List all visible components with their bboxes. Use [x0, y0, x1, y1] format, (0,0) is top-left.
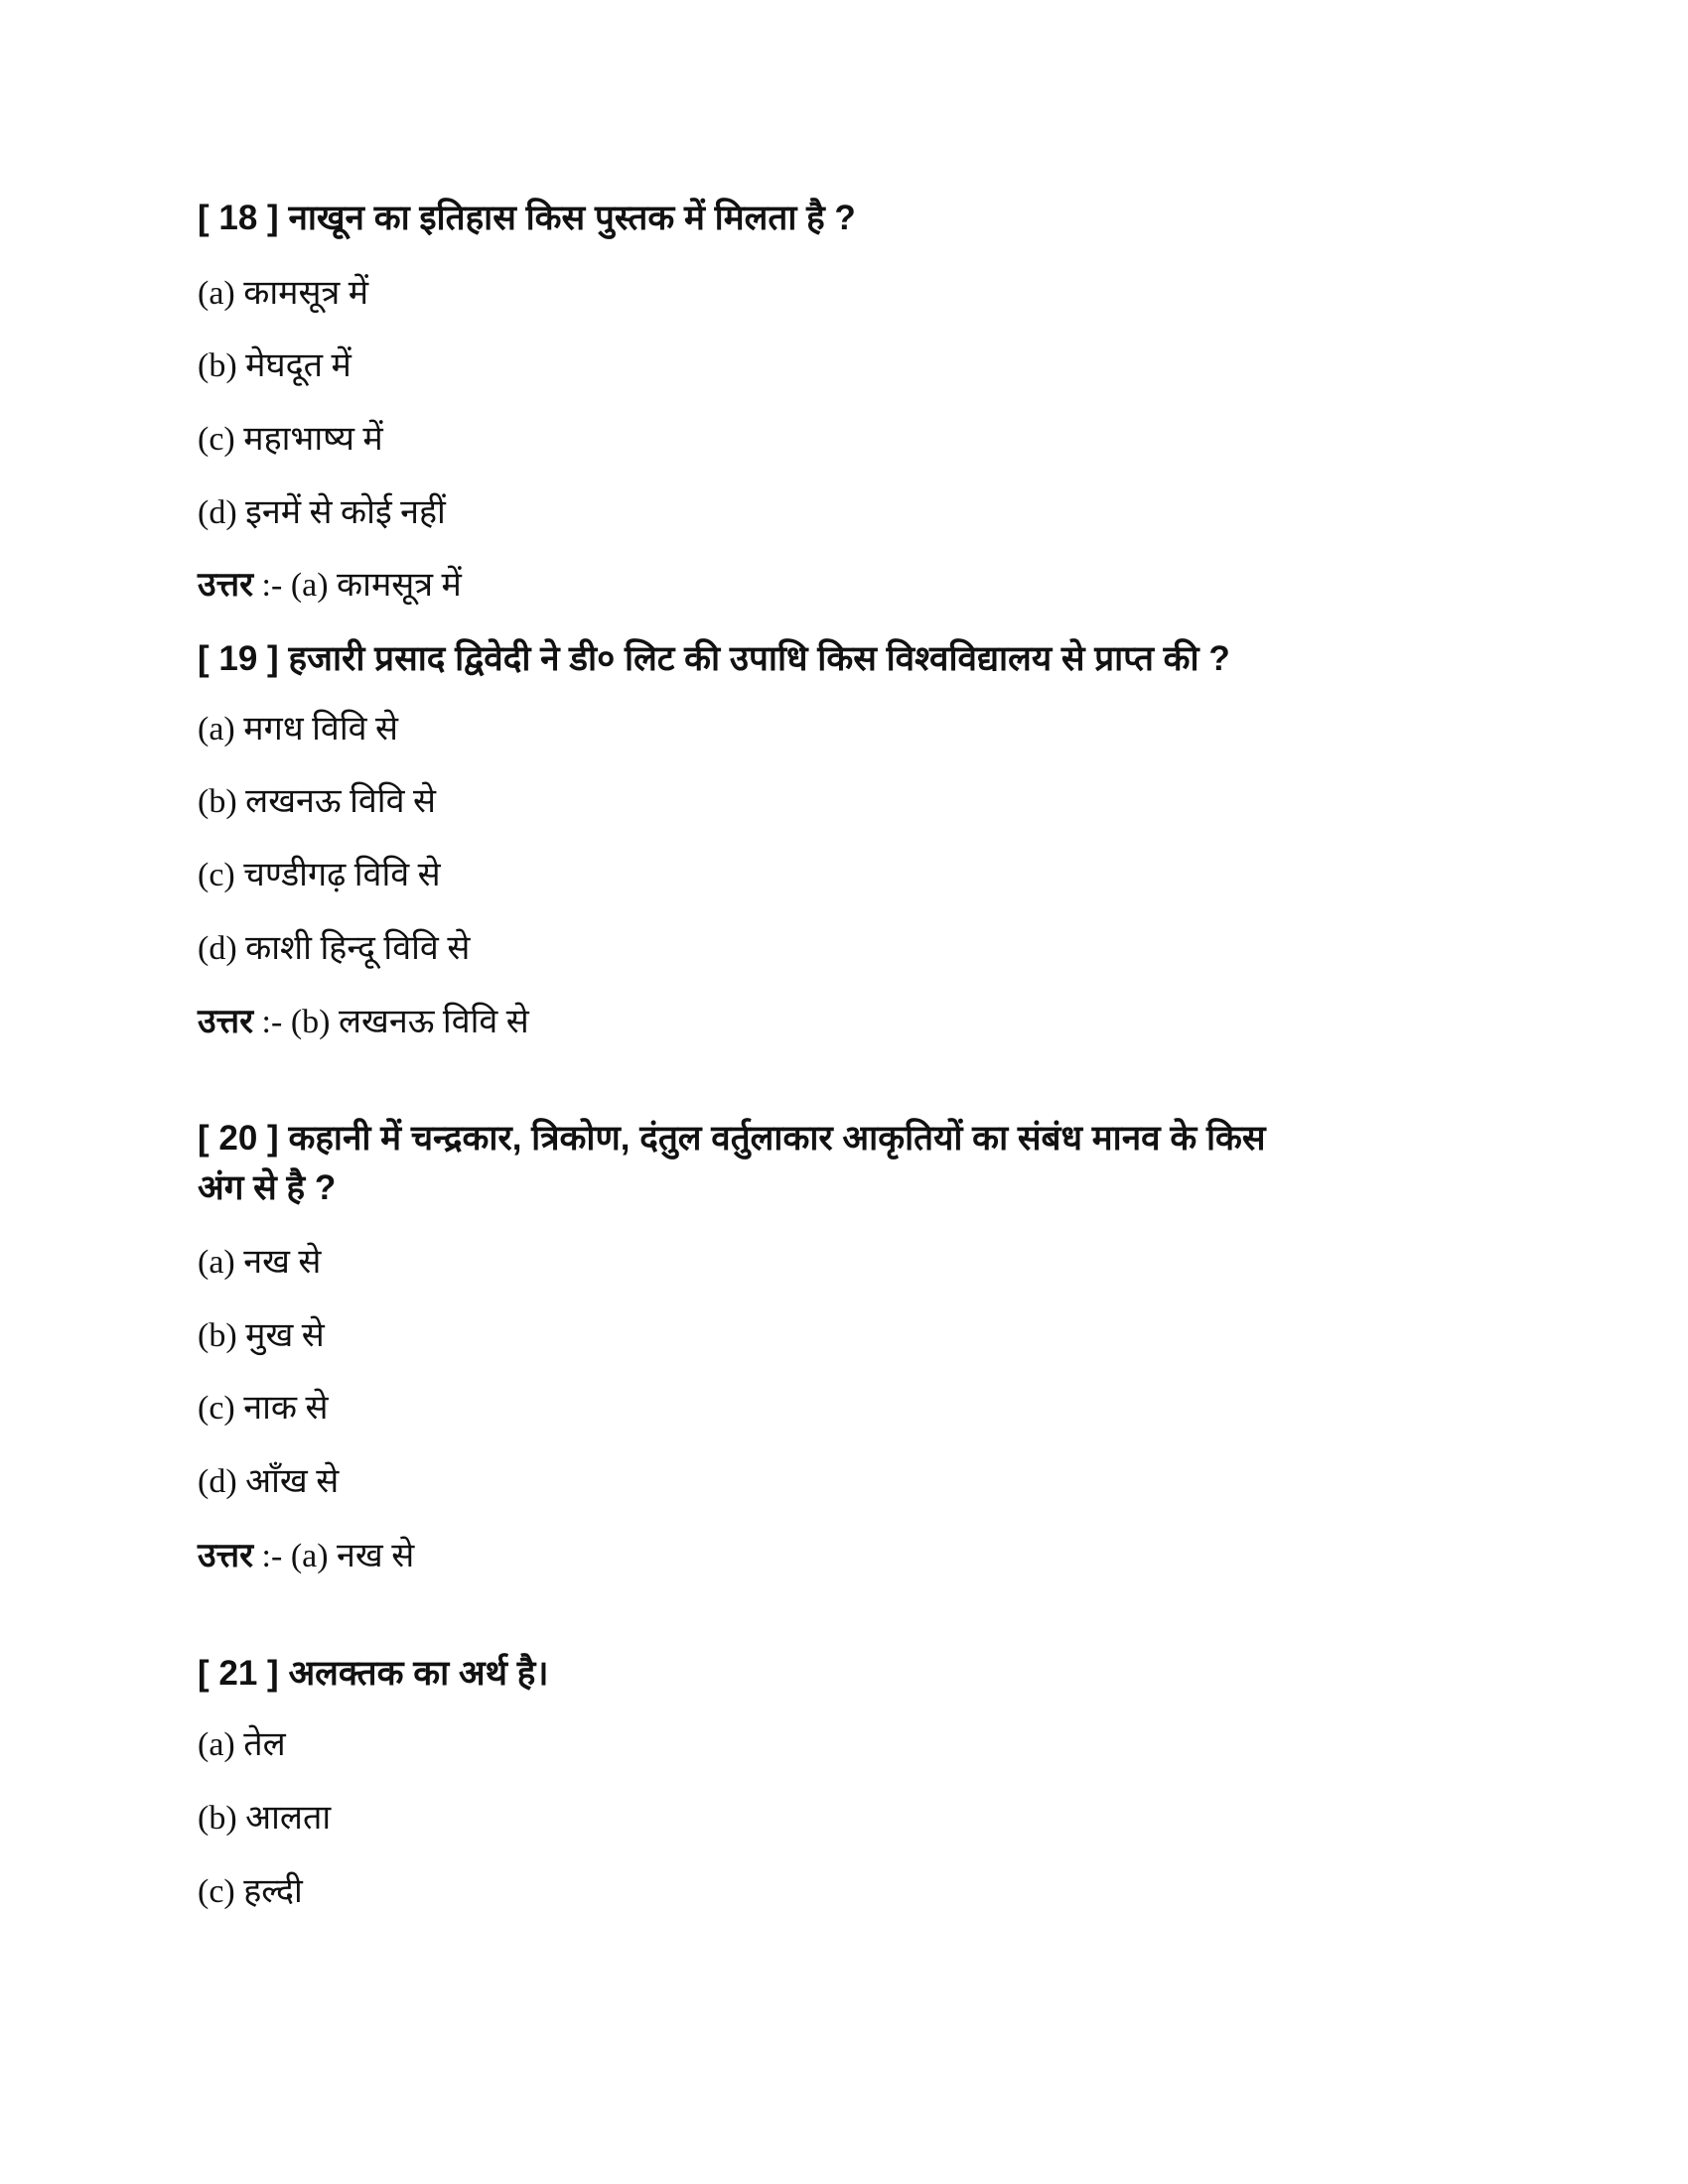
answer-label: उत्तर [198, 566, 254, 604]
option-d: (d) इनमें से कोई नहीं [198, 494, 446, 531]
option-a: (a) कामसूत्र में [198, 275, 369, 312]
option-b: (b) मेघदूत में [198, 347, 352, 384]
option-c: (c) महाभाष्य में [198, 421, 383, 458]
question-number: [ 21 ] [198, 1654, 279, 1693]
question-18 [198, 197, 856, 240]
question-19 [198, 637, 1230, 681]
answer-text: :- (b) लखनऊ विवि से [261, 1004, 529, 1040]
question-21 [198, 1652, 549, 1696]
question-text: अलक्तक का अर्थ है। [288, 1654, 549, 1693]
option-a: (a) मगध विवि से [198, 711, 399, 748]
answer-label: उत्तर [198, 1537, 254, 1574]
question-text: कहानी में चन्द्रकार, त्रिकोण, दंतुल वर्तुलाकार आकृतियों का संबंध मानव के किस [288, 1119, 1266, 1158]
option-c: (c) हल्दी [198, 1873, 303, 1910]
question-number: [ 19 ] [198, 639, 279, 678]
option-c: (c) चण्डीगढ़ विवि से [198, 857, 441, 893]
option-d: (d) काशी हिन्दू विवि से [198, 930, 471, 967]
question-20 [198, 1117, 1266, 1160]
question-text: नाखून का इतिहास किस पुस्तक में मिलता है ? [288, 199, 856, 237]
question-text: हजारी प्रसाद द्विवेदी ने डी० लिट की उपाधि किस विश्वविद्यालय से प्राप्त की ? [288, 639, 1230, 678]
answer-text: :- (a) नख से [261, 1538, 415, 1574]
answer [198, 563, 462, 608]
answer-label: उत्तर [198, 1003, 254, 1040]
question-20-continued: अंग से है ? [198, 1168, 337, 1207]
option-a: (a) नख से [198, 1244, 322, 1281]
option-c: (c) नाक से [198, 1390, 329, 1427]
option-b: (b) आलता [198, 1800, 332, 1837]
answer [198, 1534, 414, 1578]
answer-text: :- (a) कामसूत्र में [261, 567, 462, 604]
option-b: (b) लखनऊ विवि से [198, 783, 436, 820]
question-number: [ 18 ] [198, 199, 279, 237]
option-b: (b) मुख से [198, 1317, 325, 1354]
option-d: (d) आँख से [198, 1463, 340, 1500]
answer [198, 1000, 529, 1044]
question-number: [ 20 ] [198, 1119, 279, 1158]
option-a: (a) तेल [198, 1726, 286, 1763]
